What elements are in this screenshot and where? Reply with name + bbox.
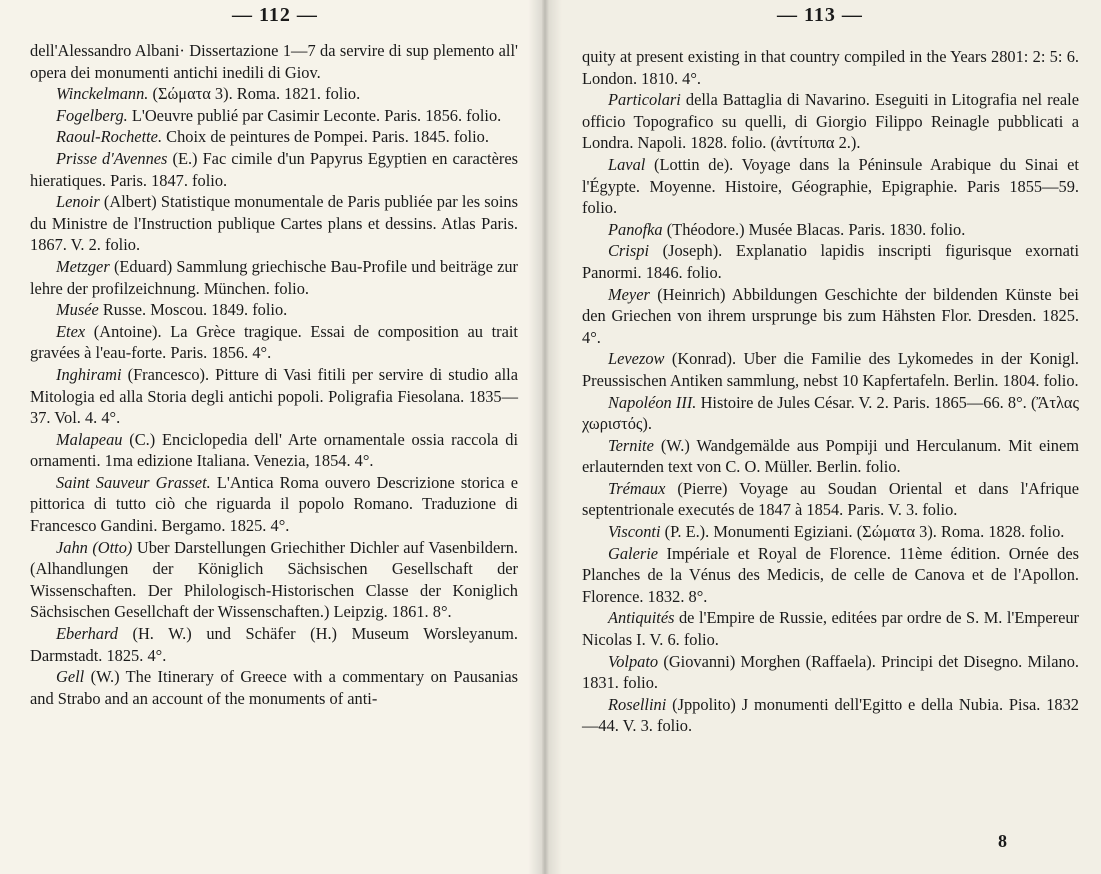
bibliography-entry [30, 472, 518, 537]
page-number-left: — 112 — [232, 4, 318, 26]
right-entry-list [582, 46, 1079, 737]
entry-text: Choix de peintures de Pompei. Paris. 1845. folio. [162, 127, 489, 147]
entry-text: (Francesco). Pitture di Vasi fitili per servire di studio alla Mitologia ed alla Storia degli antichi popoli. Poligrafia Fiesolana. 1835—37. Vol. 4. 4°. [30, 364, 518, 428]
entry-text: (Σώματα 3). Roma. 1821. folio. [148, 84, 361, 104]
bibliography-entry [30, 429, 518, 472]
entry-author: Eberhard [56, 624, 118, 644]
entry-author: Fogelberg. [56, 105, 128, 125]
entry-text: (W.) The Itinerary of Greece with a commentary on Pausanias and Strabo and an account of the monuments of anti- [30, 667, 518, 708]
bibliography-entry [30, 299, 518, 321]
entry-text: Uber Darstellungen Griechither Dichler auf Vasenbildern. (Alhandlungen der Königlich Sächsischen Gesellschaft der Wissenschaften. Der Philologisch-Historischen Classe der Koniglich Sächsischen Gesellchaft der Wissenschaften.) Leipzig. 1861. 8°. [30, 537, 518, 622]
entry-text: (H. W.) und Schäfer (H.) Museum Worsleyanum. Darmstadt. 1825. 4°. [30, 624, 518, 665]
right-page [542, 0, 1101, 874]
entry-author: Gell [56, 667, 85, 687]
bibliography-entry [30, 364, 518, 429]
bibliography-entry [30, 191, 518, 256]
entry-text: (E.) Fac cimile d'un Papyrus Egyptien en caractères hieratiques. Paris. 1847. folio. [30, 148, 518, 190]
bibliography-entry [30, 148, 518, 191]
bibliography-entry [30, 126, 518, 148]
bibliography-entry [582, 240, 1079, 283]
bibliography-entry [30, 666, 518, 709]
entry-author: Particolari [608, 90, 681, 110]
entry-text: (Pierre) Voyage au Soudan Oriental et dans l'Afrique septentrionale executés de 1847 à 1854. Paris. V. 3. folio. [582, 478, 1079, 520]
bibliography-entry [582, 651, 1079, 694]
entry-author: Etex [56, 321, 86, 341]
entry-author: Trémaux [608, 478, 666, 498]
entry-author: Lenoir [56, 192, 100, 212]
entry-text: de l'Empire de Russie, editées par ordre de S. M. l'Empereur Nicolas I. V. 6. folio. [582, 608, 1079, 650]
entry-text: L'Antica Roma ouvero Descrizione storica e pittorica di tutto ciò che riguarda il popolo Romano. Traduzione di Francesco Gandini. Bergamo. 1825. 4°. [30, 472, 518, 536]
entry-text: (Antoine). La Grèce tragique. Essai de composition au trait gravées à l'eau-forte. Paris. 1856. 4°. [30, 321, 518, 363]
entry-author: Levezow [608, 349, 665, 369]
entry-author: Crispi [608, 241, 649, 261]
bibliography-entry [582, 284, 1079, 349]
entry-text: quity at present existing in that country compiled in the Years 2801: 2: 5: 6. London. 1810. 4°. [582, 47, 1079, 88]
bibliography-entry [582, 694, 1079, 737]
entry-text: Russe. Moscou. 1849. folio. [98, 300, 288, 320]
entry-author: Raoul-Rochette. [56, 127, 163, 147]
page-number-right: — 113 — [777, 4, 863, 26]
entry-author: Winckelmann. [56, 84, 149, 104]
bibliography-entry [582, 607, 1079, 650]
entry-author: Visconti [608, 522, 661, 542]
bibliography-entry [30, 256, 518, 299]
entry-author: Ternite [608, 435, 654, 455]
entry-author: Inghirami [56, 364, 122, 384]
signature-mark: 8 [998, 831, 1007, 851]
entry-text: (Joseph). Explanatio lapidis inscripti figurisque exornati Panormi. 1846. folio. [582, 241, 1079, 282]
entry-text: dell'Alessandro Albani· Dissertazione 1—7 da servire di sup plemento all' opera dei monumenti antichi inedili di Giov. [30, 41, 518, 82]
bibliography-entry [30, 321, 518, 364]
entry-text: (Théodore.) Musée Blacas. Paris. 1830. folio. [662, 219, 966, 239]
entry-text: (P. E.). Monumenti Egiziani. (Σώματα 3). Roma. 1828. folio. [660, 522, 1065, 542]
entry-text: L'Oeuvre publié par Casimir Leconte. Paris. 1856. folio. [127, 105, 502, 125]
entry-author: Panofka [608, 219, 663, 239]
entry-author: Rosellini [608, 694, 667, 714]
entry-author: Prisse d'Avennes [56, 148, 168, 168]
entry-author: Metzger [56, 256, 110, 276]
entry-text: (Albert) Statistique monumentale de Paris publiée par les soins du Ministre de l'Instruction publique Cartes plans et dessins. Atlas Paris. 1867. V. 2. folio. [30, 192, 518, 255]
entry-text: (Jppolito) J monumenti dell'Egitto e della Nubia. Pisa. 1832—44. V. 3. folio. [582, 694, 1079, 736]
entry-text: (Eduard) Sammlung griechische Bau-Profile und beiträge zur lehre der profilzeichnung. München. folio. [30, 256, 518, 298]
bibliography-entry [30, 40, 518, 83]
bibliography-entry [30, 105, 518, 127]
entry-text: (Giovanni) Morghen (Raffaela). Principi det Disegno. Milano. 1831. folio. [582, 651, 1079, 693]
entry-author: Galerie [608, 543, 659, 563]
bibliography-entry [582, 154, 1079, 219]
entry-author: Meyer [608, 284, 650, 304]
left-entry-list [30, 40, 518, 709]
entry-author: Volpato [608, 651, 659, 671]
bibliography-entry [582, 435, 1079, 478]
entry-text: (C.) Enciclopedia dell' Arte ornamentale ossia raccola di ornamenti. 1ma edizione Italiana. Venezia, 1854. 4°. [30, 429, 518, 471]
bibliography-entry [30, 623, 518, 666]
entry-author: Malapeau [56, 429, 123, 449]
entry-text: (W.) Wandgemälde aus Pompiji und Herculanum. Mit einem erlauternden text von C. O. Müller. Berlin. folio. [582, 435, 1079, 477]
bibliography-entry [582, 46, 1079, 89]
bibliography-entry [582, 219, 1079, 241]
bibliography-entry [582, 89, 1079, 154]
bibliography-entry [582, 521, 1079, 543]
entry-text: (Heinrich) Abbildungen Geschichte der bildenden Künste bei den Griechen von ihrem ursprunge bis zum Hähsten Flor. Dresden. 1825. 4°. [582, 284, 1079, 347]
bibliography-entry [582, 543, 1079, 608]
bibliography-entry [582, 478, 1079, 521]
entry-text: della Battaglia di Navarino. Eseguiti in Litografia nel reale officio Topografico su quelli, di Giorgio Filippo Reinagle pubblicati a Londra. Napoli. 1828. folio. (ἀντίτυπα 2.). [582, 90, 1079, 153]
left-page [0, 0, 542, 874]
entry-text: Histoire de Jules César. V. 2. Paris. 1865—66. 8°. (Ἄτλας χωριστός). [582, 392, 1079, 434]
entry-author: Napoléon III. [608, 392, 697, 412]
bibliography-entry [582, 392, 1079, 435]
bibliography-entry [582, 348, 1079, 391]
entry-text: (Lottin de). Voyage dans la Péninsule Arabique du Sinai et l'Égypte. Moyenne. Histoire, Géographie, Epigraphie. Paris 1855—59. folio. [582, 154, 1079, 218]
entry-author: Antiquités [608, 608, 675, 628]
entry-author: Jahn (Otto) [56, 537, 133, 557]
entry-author: Musée [56, 300, 99, 320]
entry-text: (Konrad). Uber die Familie des Lykomedes in der Konigl. Preussischen Antiken sammlung, nebst 10 Kapfertafeln. Berlin. 1804. folio. [582, 349, 1079, 390]
entry-text: Impériale et Royal de Florence. 11ème édition. Ornée des Planches de la Vénus des Medicis, de celle de Canova et de l'Apollon. Florence. 1832. 8°. [582, 543, 1079, 606]
bibliography-entry [30, 83, 518, 105]
entry-author: Laval [608, 154, 646, 174]
entry-author: Saint Sauveur Grasset. [56, 472, 211, 492]
bibliography-entry [30, 537, 518, 623]
